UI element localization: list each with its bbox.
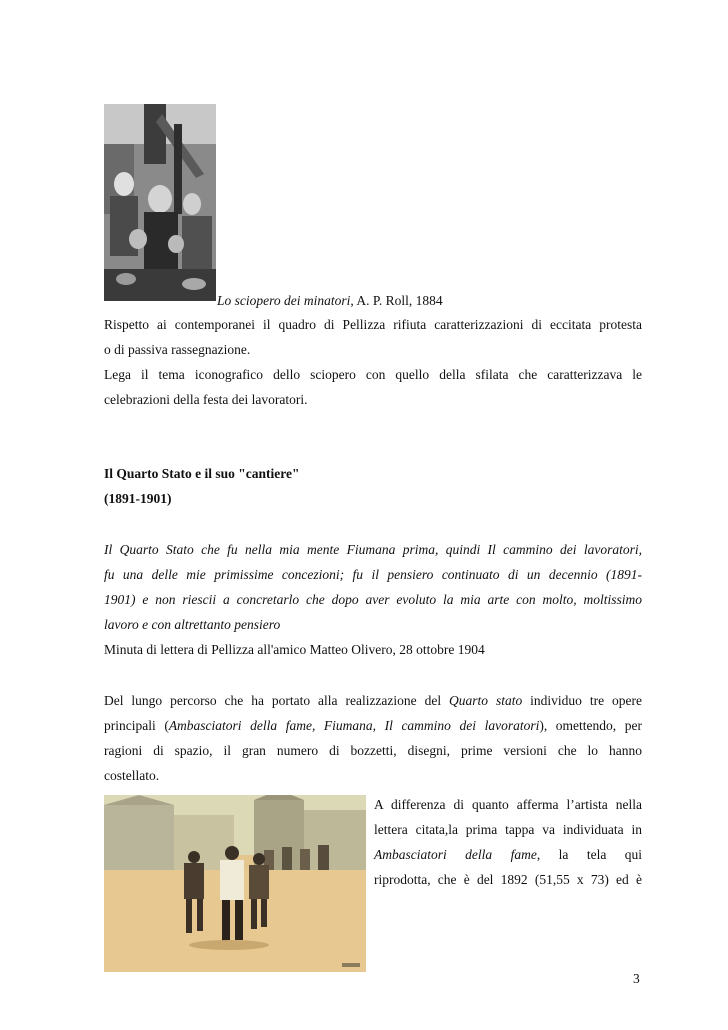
para1-line1: Rispetto ai contemporanei il quadro di Pellizza rifiuta caratterizzazioni di eccitata protesta <box>104 317 642 332</box>
para2-line1: Lega il tema iconografico dello sciopero con quello della sfilata che caratterizzava le <box>104 367 642 382</box>
para3-line3: ragioni di spazio, il gran numero di bozzetti, disegni, prime versioni che lo hanno <box>104 743 642 758</box>
quote-attribution: Minuta di lettera di Pellizza all'amico Matteo Olivero, 28 ottobre 1904 <box>104 642 485 657</box>
section-heading-years: (1891-1901) <box>104 491 172 506</box>
quote-line3: 1901) e non riescii a concretarlo che dopo aver evoluto la mia arte con molto, moltissimo <box>104 592 642 607</box>
para3-titles: Ambasciatori della fame, Fiumana, Il cammino dei lavoratori <box>168 718 540 733</box>
caption-rest: , A. P. Roll, 1884 <box>350 293 443 308</box>
painting-sciopero-minatori <box>104 104 216 301</box>
para3-text: individuo tre opere <box>522 693 642 708</box>
para3-line1 <box>104 688 642 713</box>
para3-title: Quarto stato <box>449 693 523 708</box>
para3-line4: costellato. <box>104 768 160 783</box>
para1-line2: o di passiva rassegnazione. <box>104 342 251 357</box>
quote-line1: Il Quarto Stato che fu nella mia mente Fiumana prima, quindi Il cammino dei lavoratori, <box>104 542 642 557</box>
para4-title: Ambasciatori della fame <box>374 847 537 862</box>
para3-line2 <box>104 713 642 738</box>
caption-title: Lo sciopero dei minatori <box>217 293 351 308</box>
quote-line4: lavoro e con altrettanto pensiero <box>104 617 281 632</box>
para4-line2: lettera citata,la prima tappa va individuata in <box>374 822 642 837</box>
page-number: 3 <box>633 971 640 986</box>
section-heading: Il Quarto Stato e il suo "cantiere" <box>104 466 300 481</box>
para4-line1: A differenza di quanto afferma l’artista nella <box>374 797 642 812</box>
para4-line3 <box>374 842 642 867</box>
figure-caption-1 <box>217 288 443 313</box>
quote-line2: fu una delle mie primissime concezioni; fu il pensiero continuato di un decennio (1891- <box>104 567 642 582</box>
para4-line4: riprodotta, che è del 1892 (51,55 x 73) ed è <box>374 872 642 887</box>
para3-text: Del lungo percorso che ha portato alla realizzazione del <box>104 693 450 708</box>
para4-text: , la tela qui <box>536 847 643 862</box>
painting-ambasciatori-della-fame <box>104 795 366 972</box>
para2-line2: celebrazioni della festa dei lavoratori. <box>104 392 308 407</box>
para3-text: ), omettendo, per <box>539 718 642 733</box>
para3-text: principali ( <box>104 718 169 733</box>
